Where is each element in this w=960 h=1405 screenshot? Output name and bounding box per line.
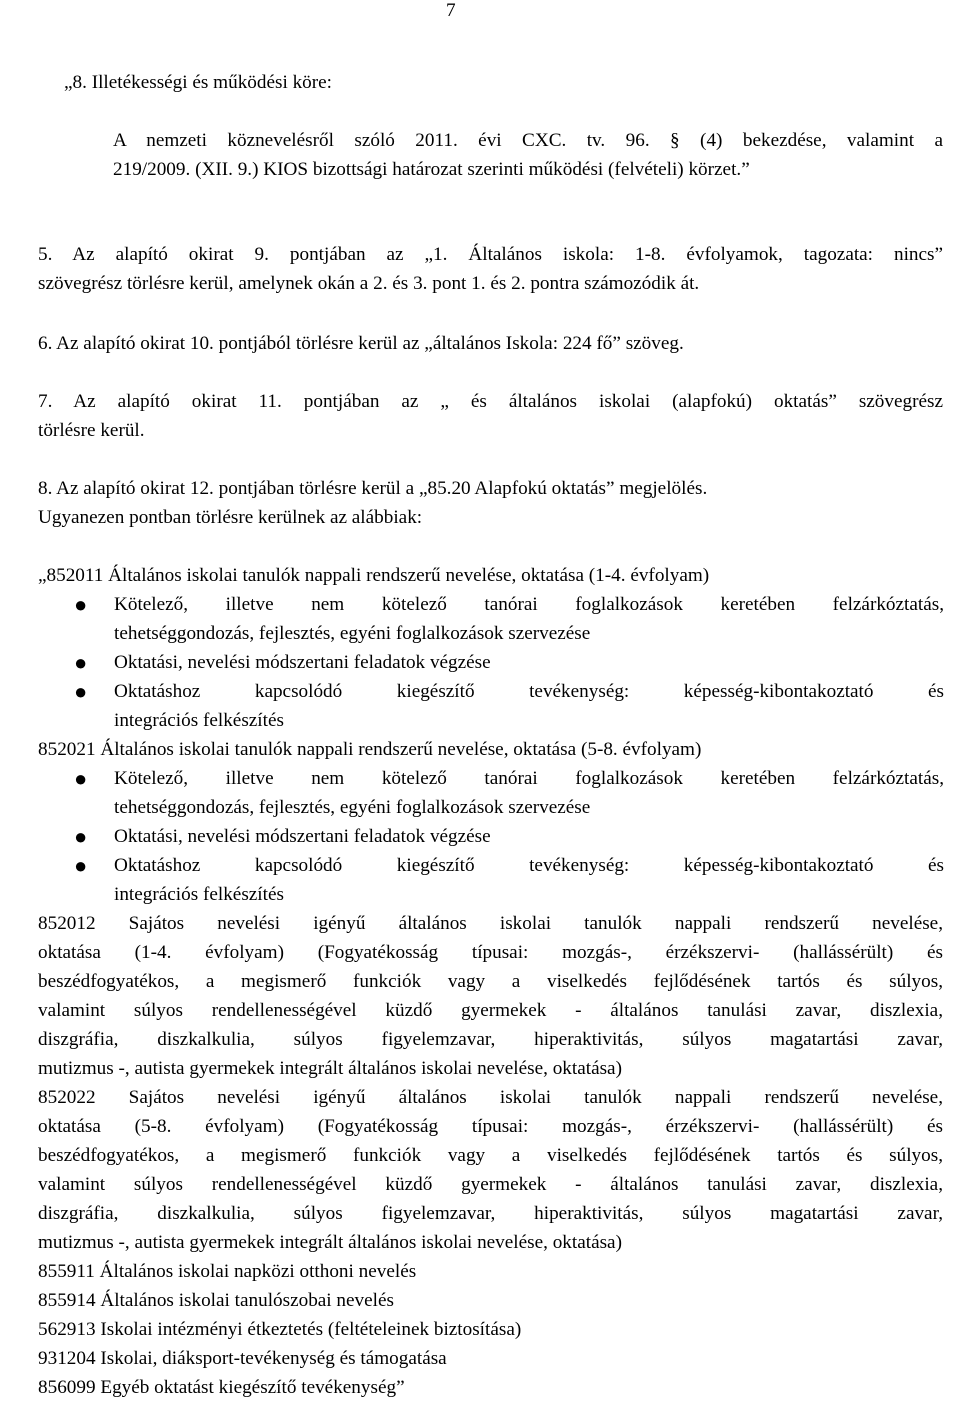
bullet-line: tehetséggondozás, fejlesztés, egyéni foglalkozások szervezése bbox=[114, 797, 591, 818]
special-line: mutizmus -, autista gyermekek integrált általános iskolai nevelése, oktatása) bbox=[38, 1058, 622, 1079]
bullet-icon: ● bbox=[74, 650, 88, 675]
item-5-line: 5. Az alapító okirat 9. pontjában az „1. Általános iskola: 1-8. évfolyamok, tagozata: nincs” bbox=[38, 244, 943, 265]
bullet-line: Kötelező, illetve nem kötelező tanórai foglalkozások keretében felzárkóztatás, bbox=[114, 594, 944, 615]
page-number: 7 bbox=[446, 0, 456, 21]
item-8-line: Ugyanezen pontban törlésre kerülnek az alábbiak: bbox=[38, 507, 423, 528]
item-7-line: törlésre kerül. bbox=[38, 420, 145, 441]
bullet-item bbox=[114, 648, 944, 677]
item-5 bbox=[38, 240, 943, 298]
special-line: diszgráfia, diszkalkulia, súlyos figyelemzavar, hiperaktivitás, súlyos magatartási zavar, bbox=[38, 1203, 943, 1224]
special-line: oktatása (5-8. évfolyam) (Fogyatékosság típusai: mozgás-, érzékszervi- (hallássérült) és bbox=[38, 1116, 943, 1137]
bullet-line: Oktatási, nevelési módszertani feladatok végzése bbox=[114, 652, 491, 673]
activity-code-item: 562913 Iskolai intézményi étkeztetés (feltételeinek biztosítása) bbox=[38, 1319, 522, 1340]
special-line: 852022 Sajátos nevelési igényű általános iskolai tanulók nappali rendszerű nevelése, bbox=[38, 1087, 943, 1108]
item-6 bbox=[38, 329, 943, 358]
item-7-line: 7. Az alapító okirat 11. pontjában az „ és általános iskolai (alapfokú) oktatás” szövegrész bbox=[38, 391, 943, 412]
special-line: valamint súlyos rendellenességével küzdő gyermekek - általános tanulási zavar, diszlexia, bbox=[38, 1174, 943, 1195]
special-paragraph-1 bbox=[38, 909, 943, 1083]
bullet-line: integrációs felkészítés bbox=[114, 884, 284, 905]
bullet-item bbox=[114, 851, 944, 909]
special-line: beszédfogyatékos, a megismerő funkciók vagy a viselkedés fejlődésének tartós és súlyos, bbox=[38, 971, 943, 992]
bullet-icon: ● bbox=[74, 679, 88, 704]
item-8-line: 8. Az alapító okirat 12. pontjában törlésre kerül a „85.20 Alapfokú oktatás” megjelölés. bbox=[38, 478, 708, 499]
activity-code-item: 855914 Általános iskolai tanulószobai nevelés bbox=[38, 1290, 394, 1311]
group-1-title bbox=[38, 561, 943, 590]
activity-code-list bbox=[38, 1257, 943, 1402]
bullet-line: Kötelező, illetve nem kötelező tanórai foglalkozások keretében felzárkóztatás, bbox=[114, 768, 944, 789]
bullet-line: tehetséggondozás, fejlesztés, egyéni foglalkozások szervezése bbox=[114, 623, 591, 644]
activity-code-title: 852021 Általános iskolai tanulók nappali rendszerű nevelése, oktatása (5-8. évfolyam) bbox=[38, 739, 702, 760]
special-line: mutizmus -, autista gyermekek integrált általános iskolai nevelése, oktatása) bbox=[38, 1232, 622, 1253]
special-line: beszédfogyatékos, a megismerő funkciók vagy a viselkedés fejlődésének tartós és súlyos, bbox=[38, 1145, 943, 1166]
special-line: valamint súlyos rendellenességével küzdő gyermekek - általános tanulási zavar, diszlexia, bbox=[38, 1000, 943, 1021]
bullet-line: Oktatási, nevelési módszertani feladatok végzése bbox=[114, 826, 491, 847]
intro-line: A nemzeti köznevelésről szóló 2011. évi CXC. tv. 96. § (4) bekezdése, valamint a bbox=[113, 130, 943, 151]
group-2-title bbox=[38, 735, 943, 764]
activity-code-item: 931204 Iskolai, diáksport-tevékenység és támogatása bbox=[38, 1348, 447, 1369]
intro-paragraph bbox=[113, 126, 943, 184]
item-7 bbox=[38, 387, 943, 445]
item-6-line: 6. Az alapító okirat 10. pontjából törlésre kerül az „általános Iskola: 224 fő” szöveg. bbox=[38, 333, 684, 354]
special-line: oktatása (1-4. évfolyam) (Fogyatékosság típusai: mozgás-, érzékszervi- (hallássérült) és bbox=[38, 942, 943, 963]
bullet-item bbox=[114, 677, 944, 735]
intro-line: 219/2009. (XII. 9.) KIOS bizottsági határozat szerinti működési (felvételi) körzet.” bbox=[113, 159, 750, 180]
bullet-icon: ● bbox=[74, 853, 88, 878]
item-8 bbox=[38, 474, 943, 532]
bullet-icon: ● bbox=[74, 824, 88, 849]
item-5-line: szövegrész törlésre kerül, amelynek okán a 2. és 3. pont 1. és 2. pontra számozódik át. bbox=[38, 273, 700, 294]
bullet-item bbox=[114, 764, 944, 822]
bullet-icon: ● bbox=[74, 592, 88, 617]
activity-code-item: 855911 Általános iskolai napközi otthoni nevelés bbox=[38, 1261, 417, 1282]
special-line: 852012 Sajátos nevelési igényű általános iskolai tanulók nappali rendszerű nevelése, bbox=[38, 913, 943, 934]
bullet-line: integrációs felkészítés bbox=[114, 710, 284, 731]
special-paragraph-2 bbox=[38, 1083, 943, 1257]
bullet-item bbox=[114, 822, 944, 851]
bullet-line: Oktatáshoz kapcsolódó kiegészítő tevékenység: képesség-kibontakoztató és bbox=[114, 681, 944, 702]
bullet-item bbox=[114, 590, 944, 648]
bullet-icon: ● bbox=[74, 766, 88, 791]
special-line: diszgráfia, diszkalkulia, súlyos figyelemzavar, hiperaktivitás, súlyos magatartási zavar, bbox=[38, 1029, 943, 1050]
activity-code-item: 856099 Egyéb oktatást kiegészítő tevékenység” bbox=[38, 1377, 405, 1398]
bullet-line: Oktatáshoz kapcsolódó kiegészítő tevékenység: képesség-kibontakoztató és bbox=[114, 855, 944, 876]
heading-text: „8. Illetékességi és működési köre: bbox=[64, 72, 333, 93]
activity-code-title: „852011 Általános iskolai tanulók nappali rendszerű nevelése, oktatása (1-4. évfolyam) bbox=[38, 565, 710, 586]
section-heading bbox=[38, 68, 943, 97]
